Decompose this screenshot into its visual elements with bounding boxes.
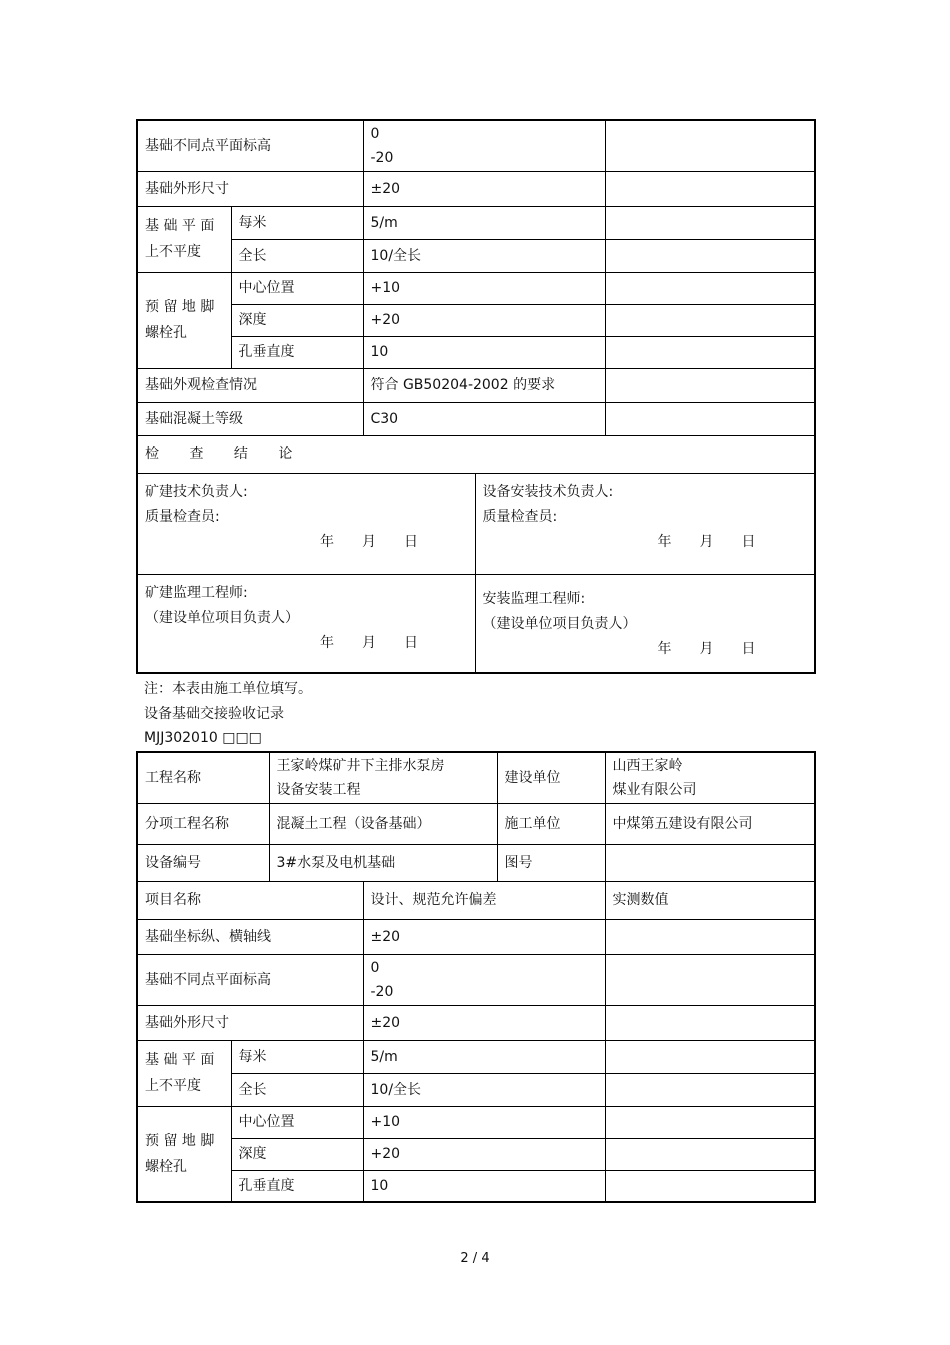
project-name-label: 工程名称: [137, 752, 269, 803]
drawing-no-label: 图号: [497, 844, 605, 881]
day-label: 日: [404, 533, 418, 550]
flatness-label: 基 础 平 面 上不平度: [137, 206, 231, 272]
measured-cell: [605, 1040, 815, 1073]
table-header-row: [137, 881, 815, 919]
depth-label: 深度: [231, 304, 363, 336]
elev-label: 基础不同点平面标高: [137, 954, 363, 1005]
signature-row: [137, 574, 815, 673]
handover-table: [136, 751, 816, 1203]
anchor-hole-label: 预 留 地 脚 螺栓孔: [137, 1106, 231, 1202]
col-tolerance: 设计、规范允许偏差: [363, 881, 605, 919]
measured-cell: [605, 1005, 815, 1040]
mine-tech-label: 矿建技术负责人:: [145, 483, 248, 500]
measured-cell: [605, 954, 815, 1005]
col-measured: 实测数值: [605, 881, 815, 919]
table-row: [137, 1040, 815, 1073]
year-label: 年: [320, 634, 334, 651]
install-tech-label: 设备安装技术负责人:: [482, 483, 614, 500]
col-item-name: 项目名称: [137, 881, 363, 919]
contractor-label: 施工单位: [497, 803, 605, 844]
builder-label: 建设单位: [497, 752, 605, 803]
depth-value: +20: [363, 304, 605, 336]
signature-row: [137, 473, 815, 574]
table-row: [137, 336, 815, 368]
full-length-value: 10/全长: [363, 239, 605, 272]
elev-value-1: 0: [370, 125, 380, 142]
table-row: [137, 239, 815, 272]
subproject-label: 分项工程名称: [137, 803, 269, 844]
table-row: [137, 1106, 815, 1138]
mine-supervisor-label: 矿建监理工程师:: [145, 584, 248, 601]
table-row: [137, 206, 815, 239]
axis-label: 基础坐标纵、横轴线: [137, 919, 363, 954]
month-label: 月: [699, 640, 714, 657]
per-meter-value: 5/m: [363, 1040, 605, 1073]
date-line: [145, 631, 475, 656]
mine-supervisor-sub: （建设单位项目负责人）: [145, 609, 299, 626]
form-title: 设备基础交接验收记录: [144, 706, 284, 722]
builder-line-2: 煤业有限公司: [612, 781, 697, 798]
measured-cell: [605, 304, 815, 336]
shape-value: ±20: [363, 1005, 605, 1040]
table-row: [137, 120, 815, 171]
quality-inspector-label: 质量检查员:: [482, 508, 558, 525]
table-row: [137, 752, 815, 803]
drawing-no-value: [605, 844, 815, 881]
table-row: [137, 368, 815, 402]
per-meter-label: 每米: [231, 206, 363, 239]
elev-label: 基础不同点平面标高: [137, 120, 363, 171]
builder-line-1: 山西王家岭: [612, 757, 683, 774]
appearance-value: 符合 GB50204-2002 的要求: [363, 368, 605, 402]
install-supervisor-label: 安装监理工程师:: [482, 590, 586, 607]
quality-inspector-label: 质量检查员:: [145, 508, 220, 525]
mine-tech-signature: [137, 473, 475, 574]
project-name-line-2: 设备安装工程: [276, 781, 361, 798]
month-label: 月: [362, 533, 376, 550]
table-row: [137, 919, 815, 954]
table-row: [137, 272, 815, 304]
day-label: 日: [741, 640, 756, 657]
depth-label: 深度: [231, 1138, 363, 1170]
builder-value: [605, 752, 815, 803]
inspection-table-continued: [136, 119, 816, 674]
measured-cell: [605, 239, 815, 272]
table-row: [137, 1073, 815, 1106]
project-name-line-1: 王家岭煤矿井下主排水泵房: [276, 757, 445, 774]
shape-value: ±20: [363, 171, 605, 206]
month-label: 月: [699, 533, 714, 550]
shape-label: 基础外形尺寸: [137, 1005, 363, 1040]
footnote: 注：本表由施工单位填写。: [144, 681, 312, 697]
verticality-value: 10: [363, 1170, 605, 1202]
measured-cell: [605, 1073, 815, 1106]
measured-cell: [605, 1106, 815, 1138]
concrete-grade-label: 基础混凝土等级: [137, 402, 363, 435]
equipment-no-value: 3#水泵及电机基础: [269, 844, 497, 881]
day-label: 日: [741, 533, 756, 550]
subproject-value: 混凝土工程（设备基础）: [269, 803, 497, 844]
center-label: 中心位置: [231, 1106, 363, 1138]
table-row: [137, 1005, 815, 1040]
elev-value: [363, 120, 605, 171]
table-row: [137, 1170, 815, 1202]
table-row: [137, 402, 815, 435]
measured-cell: [605, 1170, 815, 1202]
per-meter-label: 每米: [231, 1040, 363, 1073]
project-name-value: [269, 752, 497, 803]
verticality-value: 10: [363, 336, 605, 368]
shape-label: 基础外形尺寸: [137, 171, 363, 206]
table-row: [137, 435, 815, 473]
year-label: 年: [657, 640, 672, 657]
verticality-label: 孔垂直度: [231, 336, 363, 368]
full-length-value: 10/全长: [363, 1073, 605, 1106]
install-tech-signature: [475, 473, 815, 574]
elev-value: [363, 954, 605, 1005]
day-label: 日: [404, 634, 418, 651]
measured-cell: [605, 919, 815, 954]
date-line: [483, 637, 815, 662]
table-row: [137, 803, 815, 844]
equipment-no-label: 设备编号: [137, 844, 269, 881]
full-length-label: 全长: [231, 239, 363, 272]
page-number: 2 / 4: [460, 1251, 490, 1266]
center-value: +10: [363, 1106, 605, 1138]
install-supervisor-signature: [475, 574, 815, 673]
install-supervisor-sub: （建设单位项目负责人）: [482, 615, 637, 632]
table-row: [137, 1138, 815, 1170]
measured-cell: [605, 336, 815, 368]
form-code: MJJ302010 □□□: [144, 730, 262, 746]
measured-cell: [605, 171, 815, 206]
contractor-value: 中煤第五建设有限公司: [605, 803, 815, 844]
anchor-hole-label: 预 留 地 脚 螺栓孔: [137, 272, 231, 368]
year-label: 年: [320, 533, 334, 550]
measured-cell: [605, 120, 815, 171]
measured-cell: [605, 1138, 815, 1170]
date-line: [483, 530, 815, 555]
full-length-label: 全长: [231, 1073, 363, 1106]
table-row: [137, 171, 815, 206]
month-label: 月: [362, 634, 376, 651]
conclusion-label: 检 查 结 论: [137, 435, 815, 473]
measured-cell: [605, 206, 815, 239]
depth-value: +20: [363, 1138, 605, 1170]
measured-cell: [605, 402, 815, 435]
elev-value-2: -20: [370, 983, 394, 1000]
concrete-grade-value: C30: [363, 402, 605, 435]
appearance-label: 基础外观检查情况: [137, 368, 363, 402]
elev-value-2: -20: [370, 149, 394, 166]
measured-cell: [605, 272, 815, 304]
table-row: [137, 844, 815, 881]
axis-value: ±20: [363, 919, 605, 954]
per-meter-value: 5/m: [363, 206, 605, 239]
elev-value-1: 0: [370, 959, 380, 976]
date-line: [145, 530, 475, 555]
flatness-label: 基 础 平 面 上不平度: [137, 1040, 231, 1106]
table-row: [137, 304, 815, 336]
center-label: 中心位置: [231, 272, 363, 304]
measured-cell: [605, 368, 815, 402]
verticality-label: 孔垂直度: [231, 1170, 363, 1202]
center-value: +10: [363, 272, 605, 304]
mine-supervisor-signature: [137, 574, 475, 673]
year-label: 年: [657, 533, 672, 550]
table-row: [137, 954, 815, 1005]
